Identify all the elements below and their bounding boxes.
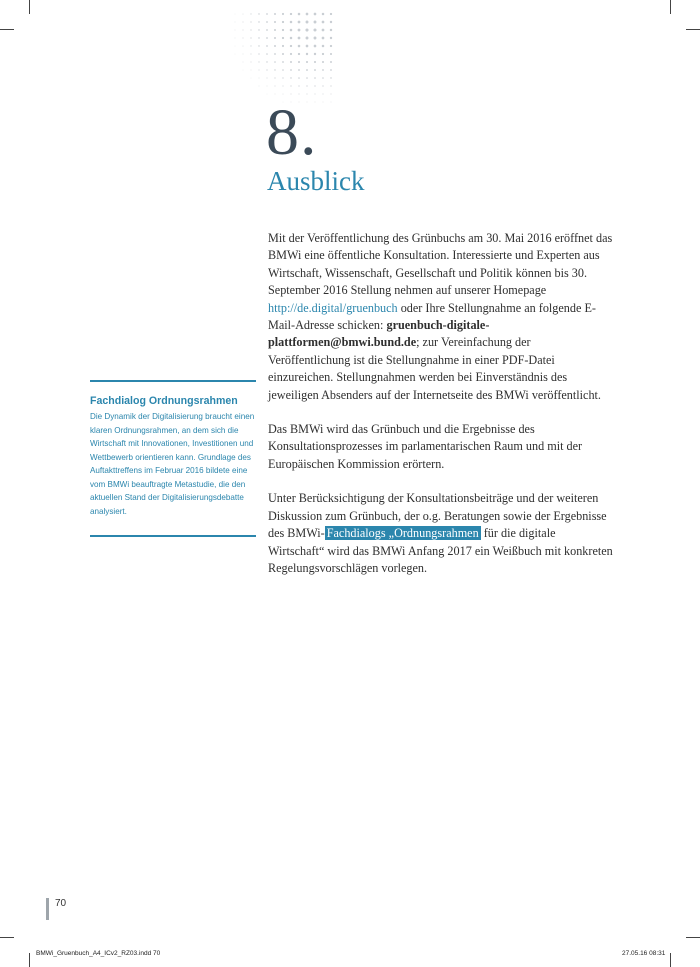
halftone-dot bbox=[282, 45, 284, 47]
halftone-dot bbox=[330, 13, 332, 15]
chapter-title: Ausblick bbox=[267, 166, 365, 196]
halftone-dot bbox=[314, 77, 316, 79]
halftone-dot bbox=[282, 61, 284, 63]
halftone-dot bbox=[322, 77, 324, 79]
halftone-dot bbox=[266, 77, 267, 78]
sidebar-heading: Fachdialog Ordnungsrahmen bbox=[90, 395, 238, 407]
text-run: Unter Berücksichtigung der Konsultationsbeiträge und der weiteren Diskussion zum Grünbuch, der o.g. Beratungen sowie der Ergebnisse des BMWi- bbox=[268, 491, 607, 541]
halftone-dot bbox=[314, 53, 316, 55]
halftone-dot bbox=[290, 69, 292, 71]
halftone-dot bbox=[306, 45, 309, 48]
halftone-dot bbox=[259, 70, 260, 71]
halftone-dot bbox=[306, 13, 309, 16]
halftone-dot bbox=[235, 54, 236, 55]
halftone-dot bbox=[282, 37, 284, 39]
footer-filename: BMWi_Gruenbuch_A4_ICv2_RZ03.indd 70 bbox=[36, 950, 161, 957]
halftone-dot bbox=[298, 85, 299, 86]
page-number-bar bbox=[46, 898, 49, 920]
halftone-dot bbox=[274, 21, 276, 23]
halftone-dot bbox=[274, 53, 276, 55]
halftone-dot bbox=[330, 45, 332, 47]
text-run: oder Ihre Stellungnahme an folgende E-Mail-Adresse schicken: bbox=[268, 300, 596, 333]
halftone-dot bbox=[290, 13, 292, 15]
halftone-dot bbox=[330, 69, 332, 71]
page-number: 70 bbox=[55, 898, 67, 909]
halftone-dot bbox=[235, 22, 236, 23]
halftone-dot bbox=[322, 85, 323, 86]
halftone-dot bbox=[290, 61, 292, 63]
halftone-dot bbox=[282, 13, 284, 15]
halftone-dot bbox=[314, 93, 315, 94]
chapter-number: 8. bbox=[266, 96, 318, 169]
halftone-dot bbox=[306, 53, 308, 55]
halftone-dot bbox=[299, 94, 300, 95]
halftone-dot bbox=[306, 93, 307, 94]
halftone-dot bbox=[306, 69, 308, 71]
halftone-dot bbox=[290, 37, 293, 40]
halftone-dot bbox=[243, 62, 244, 63]
text-run: ; zur Vereinfachung der Veröffentlichung ist die Stellungnahme in einer PDF-Datei einzureichen. Stellungnahmen werden bei Einverständnis des jeweiligen Absenders auf der Internetseite des BMWi veröffentlicht. bbox=[268, 335, 601, 402]
halftone-dot bbox=[314, 69, 316, 71]
text-run: für die digitale Wirtschaft“ wird das BMWi Anfang 2017 ein Weißbuch mit konkreten Regelungsvorschlägen vorlegen. bbox=[268, 526, 613, 575]
paragraph-consultation bbox=[268, 230, 613, 404]
halftone-dot bbox=[250, 53, 251, 54]
halftone-dot bbox=[314, 61, 316, 63]
halftone-dot bbox=[250, 21, 251, 22]
halftone-dot bbox=[330, 53, 332, 55]
halftone-dot bbox=[330, 77, 331, 78]
halftone-dot bbox=[267, 86, 268, 87]
halftone-dot bbox=[298, 69, 300, 71]
halftone-dot bbox=[243, 30, 244, 31]
crop-mark bbox=[29, 0, 30, 14]
halftone-dot bbox=[290, 45, 292, 47]
halftone-dot bbox=[251, 70, 252, 71]
halftone-dot bbox=[314, 21, 317, 24]
halftone-dot bbox=[314, 45, 317, 48]
halftone-dot bbox=[330, 21, 332, 23]
halftone-dot bbox=[243, 70, 244, 71]
halftone-dot bbox=[322, 45, 325, 48]
paragraph-weissbuch bbox=[268, 490, 613, 577]
halftone-dot bbox=[274, 69, 275, 70]
crop-mark bbox=[29, 953, 30, 967]
halftone-dot bbox=[274, 13, 276, 15]
halftone-dot bbox=[306, 85, 307, 86]
halftone-dot bbox=[258, 53, 259, 54]
halftone-dot bbox=[314, 85, 315, 86]
halftone-dot bbox=[305, 28, 308, 31]
halftone-dot bbox=[251, 78, 252, 79]
halftone-dot bbox=[322, 13, 325, 16]
halftone-dot bbox=[298, 53, 300, 55]
halftone-dot bbox=[243, 22, 244, 23]
halftone-dot bbox=[258, 37, 259, 38]
halftone-dot bbox=[243, 14, 244, 15]
halftone-dot bbox=[282, 77, 283, 78]
halftone-dot bbox=[298, 21, 301, 24]
halftone-dot bbox=[274, 29, 276, 31]
halftone-dot bbox=[258, 13, 259, 14]
halftone-dot bbox=[250, 37, 251, 38]
halftone-dot bbox=[250, 45, 251, 46]
halftone-dot bbox=[306, 61, 308, 63]
halftone-dot bbox=[330, 85, 331, 86]
halftone-dot bbox=[306, 77, 308, 79]
halftone-dot bbox=[258, 61, 259, 62]
halftone-dot bbox=[290, 85, 291, 86]
halftone-dot bbox=[330, 37, 332, 39]
halftone-dot bbox=[258, 45, 259, 46]
halftone-dot bbox=[258, 29, 259, 30]
halftone-dot bbox=[266, 61, 267, 62]
halftone-dot bbox=[306, 21, 309, 24]
halftone-dot bbox=[266, 37, 268, 39]
halftone-dot bbox=[266, 29, 268, 31]
halftone-dot bbox=[274, 37, 276, 39]
sidebar-top-rule bbox=[90, 380, 256, 382]
halftone-dot bbox=[314, 37, 317, 40]
halftone-dot bbox=[266, 21, 268, 23]
crop-mark bbox=[0, 29, 14, 30]
halftone-dot bbox=[298, 45, 301, 48]
halftone-dot bbox=[235, 38, 236, 39]
halftone-dot bbox=[274, 77, 275, 78]
halftone-dot bbox=[322, 37, 325, 40]
crop-mark bbox=[0, 937, 14, 938]
paragraph-commission: Das BMWi wird das Grünbuch und die Ergebnisse des Konsultationsprozesses im parlamentarischen Raum und mit der Europäischen Kommission erörtern. bbox=[268, 422, 583, 471]
halftone-dot bbox=[258, 21, 259, 22]
halftone-dot bbox=[243, 46, 244, 47]
halftone-dot bbox=[282, 21, 284, 23]
footer-date: 27.05.16 08:31 bbox=[622, 950, 666, 957]
halftone-dot bbox=[314, 13, 317, 16]
halftone-dot bbox=[259, 78, 260, 79]
halftone-dot bbox=[250, 29, 251, 30]
halftone-dot bbox=[251, 62, 252, 63]
halftone-dot bbox=[322, 53, 324, 55]
crop-mark bbox=[670, 0, 671, 14]
halftone-dot bbox=[250, 13, 251, 14]
crop-mark bbox=[686, 29, 700, 30]
halftone-dot bbox=[298, 37, 301, 40]
text-run: Mit der Veröffentlichung des Grünbuchs am 30. Mai 2016 eröffnet das BMWi eine öffentliche Konsultation. Interessierte und Experten aus Wirtschaft, Wissenschaft, Gesellschaft und Politik können bis 30. September 2016 Stellung nehmen auf unserer Homepage bbox=[268, 231, 613, 298]
crop-mark bbox=[686, 937, 700, 938]
halftone-dot bbox=[266, 13, 268, 15]
halftone-dot bbox=[243, 38, 244, 39]
main-body bbox=[268, 230, 613, 594]
halftone-dot bbox=[322, 69, 324, 71]
crop-mark bbox=[670, 953, 671, 967]
halftone-dot bbox=[282, 29, 284, 31]
halftone-dot bbox=[323, 102, 324, 103]
halftone-dot bbox=[266, 53, 268, 55]
email-address: gruenbuch-digitale-plattformen@bmwi.bund.de bbox=[268, 318, 490, 350]
halftone-dot bbox=[283, 94, 284, 95]
halftone-dot bbox=[275, 94, 276, 95]
halftone-dot bbox=[298, 13, 301, 16]
halftone-dot bbox=[282, 85, 283, 86]
halftone-dot bbox=[243, 54, 244, 55]
halftone-dot bbox=[331, 94, 332, 95]
halftone-dot bbox=[291, 94, 292, 95]
halftone-dot bbox=[266, 45, 268, 47]
halftone-dot bbox=[323, 94, 324, 95]
halftone-dot bbox=[298, 77, 300, 79]
halftone-dot bbox=[330, 29, 332, 31]
halftone-dot bbox=[298, 61, 300, 63]
halftone-dot bbox=[274, 61, 276, 63]
halftone-dot bbox=[259, 86, 260, 87]
halftone-dot bbox=[290, 77, 291, 78]
halftone-dot bbox=[313, 28, 316, 31]
sidebar-text: Die Dynamik der Digitalisierung braucht einen klaren Ordnungsrahmen, an dem sich die Wirtschaft mit Innovationen, Investitionen und Wettbewerb orientieren kann. Grundlage des Auftakttreffens im Februar 2016 bildete eine vom BMWi beauftragte Metastudie, die den aktuellen Stand der Digitalisierungsdebatte analysiert. bbox=[90, 412, 255, 516]
halftone-dot bbox=[322, 61, 324, 63]
gruenbuch-link[interactable]: http://de.digital/gruenbuch bbox=[268, 300, 398, 315]
halftone-dot bbox=[266, 69, 267, 70]
highlighted-text: Fachdialogs „Ordnungsrahmen bbox=[326, 526, 479, 541]
halftone-dot bbox=[298, 29, 301, 32]
halftone-dot bbox=[322, 21, 325, 24]
halftone-dot bbox=[322, 29, 325, 32]
halftone-dot bbox=[267, 94, 268, 95]
sidebar-bottom-rule bbox=[90, 535, 256, 537]
halftone-dot bbox=[331, 102, 332, 103]
halftone-dot bbox=[235, 30, 236, 31]
halftone-dot bbox=[274, 45, 276, 47]
halftone-dot bbox=[290, 29, 293, 32]
halftone-dot bbox=[330, 61, 332, 63]
halftone-dot bbox=[235, 46, 236, 47]
halftone-dot bbox=[290, 21, 293, 24]
halftone-dot bbox=[275, 86, 276, 87]
halftone-dot bbox=[235, 14, 236, 15]
halftone-dot bbox=[282, 69, 284, 71]
halftone-dot bbox=[306, 37, 309, 40]
halftone-dot bbox=[290, 53, 292, 55]
halftone-dot bbox=[282, 53, 284, 55]
